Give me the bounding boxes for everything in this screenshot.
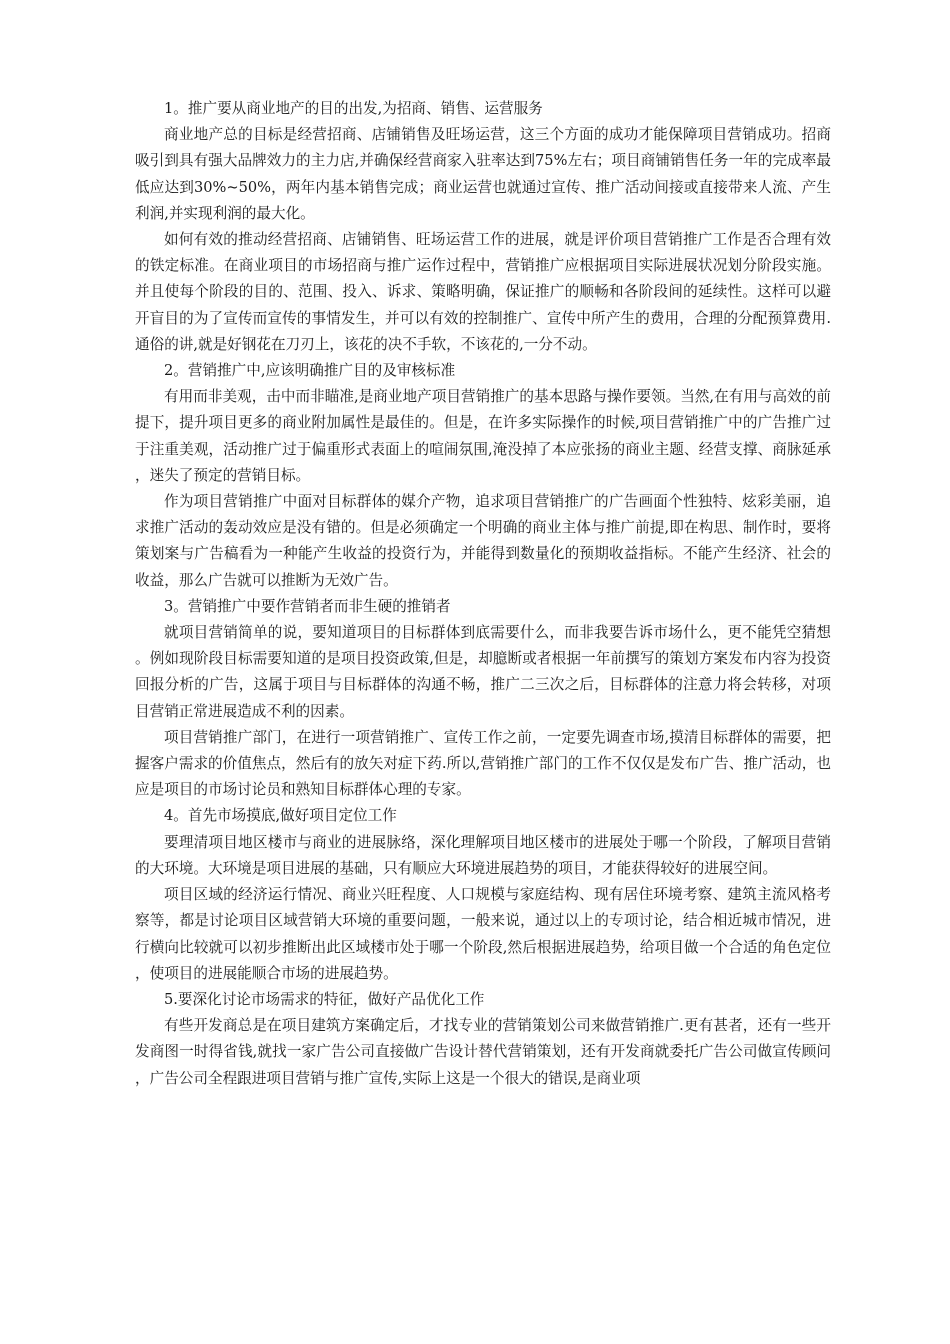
paragraph: 商业地产总的目标是经营招商、店铺销售及旺场运营，这三个方面的成功才能保障项目营销成功。招商吸引到具有强大品牌效力的主力店,并确保经营商家入驻率达到75%左右；项目商铺销售任务一年的完成率最低应达到30%~50%，两年内基本销售完成；商业运营也就通过宣传、推广活动间接或直接带来人流、产生利润,并实现利润的最大化。	[135, 126, 831, 222]
document-page	[135, 96, 831, 1092]
section-heading-3: 3。营销推广中要作营销者而非生硬的推销者	[164, 597, 451, 615]
paragraph: 就项目营销简单的说，要知道项目的目标群体到底需要什么，而非我要告诉市场什么，更不能凭空猜想。例如现阶段目标需要知道的是项目投资政策,但是，却臆断或者根据一年前撰写的策划方案发布内容为投资回报分析的广告，这属于项目与目标群体的沟通不畅，推广二三次之后，目标群体的注意力将会转移，对项目营销正常进展造成不利的因素。	[135, 624, 831, 720]
section-heading-4: 4。首先市场摸底,做好项目定位工作	[164, 807, 397, 825]
paragraph: 项目营销推广部门，在进行一项营销推广、宣传工作之前，一定要先调查市场,摸清目标群体的需要，把握客户需求的价值焦点，然后有的放矢对症下药.所以,营销推广部门的工作不仅仅是发布广告、推广活动，也应是项目的市场讨论员和熟知目标群体心理的专家。	[135, 728, 831, 799]
paragraph: 要理清项目地区楼市与商业的进展脉络，深化理解项目地区楼市的进展处于哪一个阶段，了解项目营销的大环境。大环境是项目进展的基础，只有顺应大环境进展趋势的项目，才能获得较好的进展空间。	[135, 833, 831, 877]
paragraph: 项目区域的经济运行情况、商业兴旺程度、人口规模与家庭结构、现有居住环境考察、建筑主流风格考察等，都是讨论项目区域营销大环境的重要问题，一般来说，通过以上的专项讨论，结合相近城市情况，进行横向比较就可以初步推断出此区域楼市处于哪一个阶段,然后根据进展趋势，给项目做一个合适的角色定位，使项目的进展能顺合市场的进展趋势。	[135, 886, 831, 982]
paragraph: 有用而非美观，击中而非瞄准,是商业地产项目营销推广的基本思路与操作要领。当然,在有用与高效的前提下，提升项目更多的商业附加属性是最佳的。但是，在许多实际操作的时候,项目营销推广中的广告推广过于注重美观，活动推广过于偏重形式表面上的喧闹氛围,淹没掉了本应张扬的商业主题、经营支撑、商脉延承，迷失了预定的营销目标。	[135, 388, 831, 484]
paragraph: 如何有效的推动经营招商、店铺销售、旺场运营工作的进展，就是评价项目营销推广工作是否合理有效的铁定标准。在商业项目的市场招商与推广运作过程中，营销推广应根据项目实际进展状况划分阶段实施。并且使每个阶段的目的、范围、投入、诉求、策略明确，保证推广的顺畅和各阶段间的延续性。这样可以避开盲目的为了宣传而宣传的事情发生，并可以有效的控制推广、宣传中所产生的费用，合理的分配预算费用.通俗的讲,就是好钢花在刀刃上，该花的决不手软，不该花的,一分不动。	[135, 231, 831, 353]
section-heading-1: 1。推广要从商业地产的目的出发,为招商、销售、运营服务	[164, 100, 543, 117]
paragraph: 有些开发商总是在项目建筑方案确定后，才找专业的营销策划公司来做营销推广.更有甚者，还有一些开发商图一时得省钱,就找一家广告公司直接做广告设计替代营销策划，还有开发商就委托广告公司做宣传顾问，广告公司全程跟进项目营销与推广宣传,实际上这是一个很大的错误,是商业项	[135, 1017, 831, 1087]
section-heading-5: 5.要深化讨论市场需求的特征，做好产品优化工作	[164, 990, 485, 1008]
section-heading-2: 2。营销推广中,应该明确推广目的及审核标准	[164, 362, 456, 380]
paragraph: 作为项目营销推广中面对目标群体的媒介产物，追求项目营销推广的广告画面个性独特、炫彩美丽，追求推广活动的轰动效应是没有错的。但是必须确定一个明确的商业主体与推广前提,即在构思、制作时，要将策划案与广告稿看为一种能产生收益的投资行为，并能得到数量化的预期收益指标。不能产生经济、社会的收益，那么广告就可以推断为无效广告。	[135, 493, 831, 589]
